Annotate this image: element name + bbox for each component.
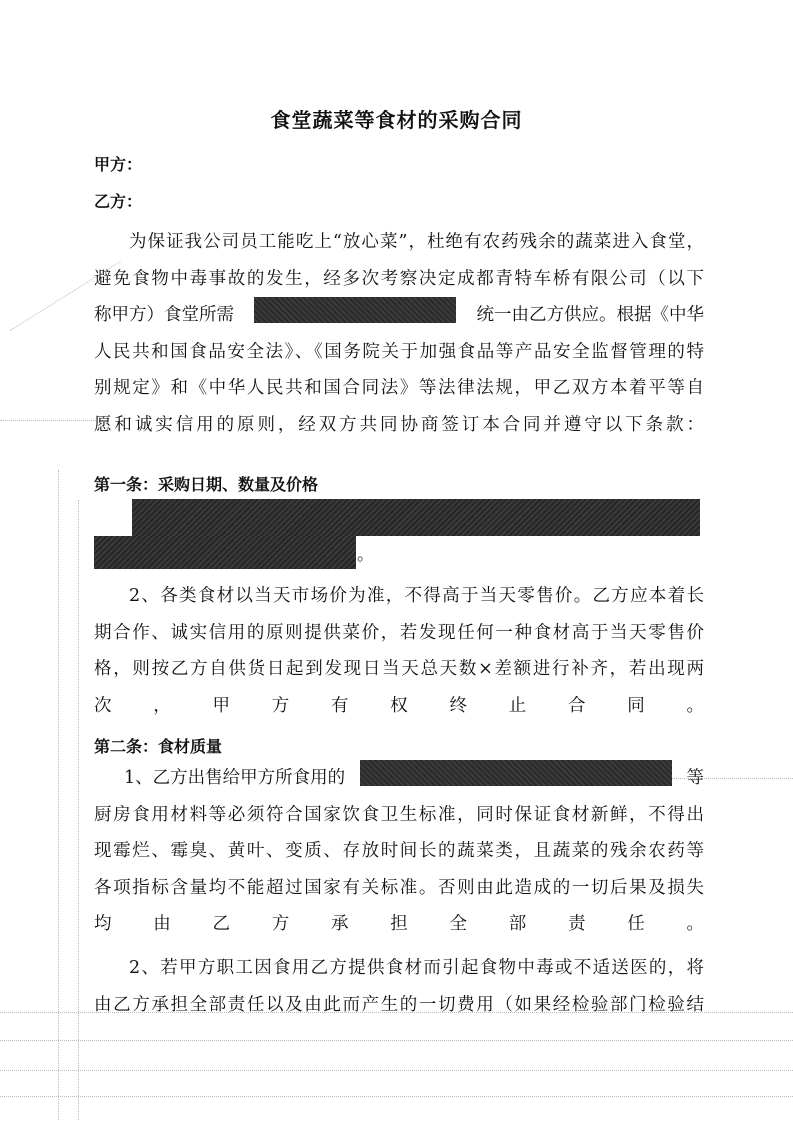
document-title: 食堂蔬菜等食材的采购合同 (270, 108, 523, 132)
text-line: 次，甲方有权终止合同。 (94, 695, 704, 716)
text-line: 厨房食用材料等必须符合国家饮食卫生标准，同时保证食材新鲜，不得出 (94, 804, 704, 825)
redaction-block (132, 499, 700, 536)
text-fragment: 。 (357, 545, 374, 565)
article-1-heading: 第一条：采购日期、数量及价格 (94, 475, 319, 494)
text-line: 各项指标含量均不能超过国家有关标准。否则由此造成的一切后果及损失 (94, 877, 704, 898)
text-line: 别规定》和《中华人民共和国合同法》等法律法规，甲乙双方本着平等自 (94, 378, 704, 398)
article-2-heading: 第二条：食材质量 (94, 737, 223, 756)
redaction-block (254, 297, 456, 323)
text-line: 愿和诚实信用的原则，经双方共同协商签订本合同并遵守以下条款： (94, 414, 704, 435)
text-line: 由乙方承担全部责任以及由此而产生的一切费用（如果经检验部门检验结 (94, 994, 704, 1015)
text-line: 为保证我公司员工能吃上“放心菜”，杜绝有农药残余的蔬菜进入食堂， (129, 232, 704, 252)
text-fragment: 1、乙方出售给甲方所食用的 (124, 768, 346, 788)
party-a-label: 甲方： (94, 155, 143, 174)
scan-guide-line (78, 500, 79, 1120)
text-fragment: 统一由乙方供应。根据《中华 (476, 305, 704, 325)
text-line: 人民共和国食品安全法》、《国务院关于加强食品等产品安全监督管理的特 (94, 341, 704, 362)
text-line: 现霉烂、霉臭、黄叶、变质、存放时间长的蔬菜类，且蔬菜的残余农药等 (94, 841, 704, 861)
article-1-item-2 (94, 578, 704, 724)
scan-guide-line (0, 1096, 793, 1097)
text-line: 避免食物中毒事故的发生，经多次考察决定成都青特车桥有限公司（以下 (94, 268, 704, 289)
article-2-item-1 (94, 760, 704, 943)
text-fragment: 等 (686, 768, 704, 788)
text-line-with-redaction (94, 760, 704, 797)
article-2-item-2 (94, 950, 704, 1023)
text-line: 2、各类食材以当天市场价为准，不得高于当天零售价。乙方应本着长 (129, 586, 704, 606)
intro-paragraph (94, 224, 704, 443)
redaction-block (94, 536, 356, 569)
scan-guide-line (0, 1070, 793, 1071)
party-b-label: 乙方： (94, 192, 143, 211)
text-line: 格，则按乙方自供货日起到发现日当天总天数×差额进行补齐，若出现两 (94, 659, 704, 679)
scan-guide-line (0, 420, 96, 421)
scan-guide-line (58, 470, 59, 1120)
scan-guide-line (0, 1040, 793, 1041)
text-fragment: 称甲方）食堂所需 (94, 305, 234, 325)
text-line: 2、若甲方职工因食用乙方提供食材而引起食物中毒或不适送医的，将 (129, 958, 704, 978)
text-line: 均由乙方承担全部责任。 (94, 914, 704, 934)
redaction-block (360, 760, 672, 786)
text-line-with-redaction (94, 297, 704, 334)
text-line: 期合作、诚实信用的原则提供菜价，若发现任何一种食材高于当天零售价 (94, 622, 704, 643)
